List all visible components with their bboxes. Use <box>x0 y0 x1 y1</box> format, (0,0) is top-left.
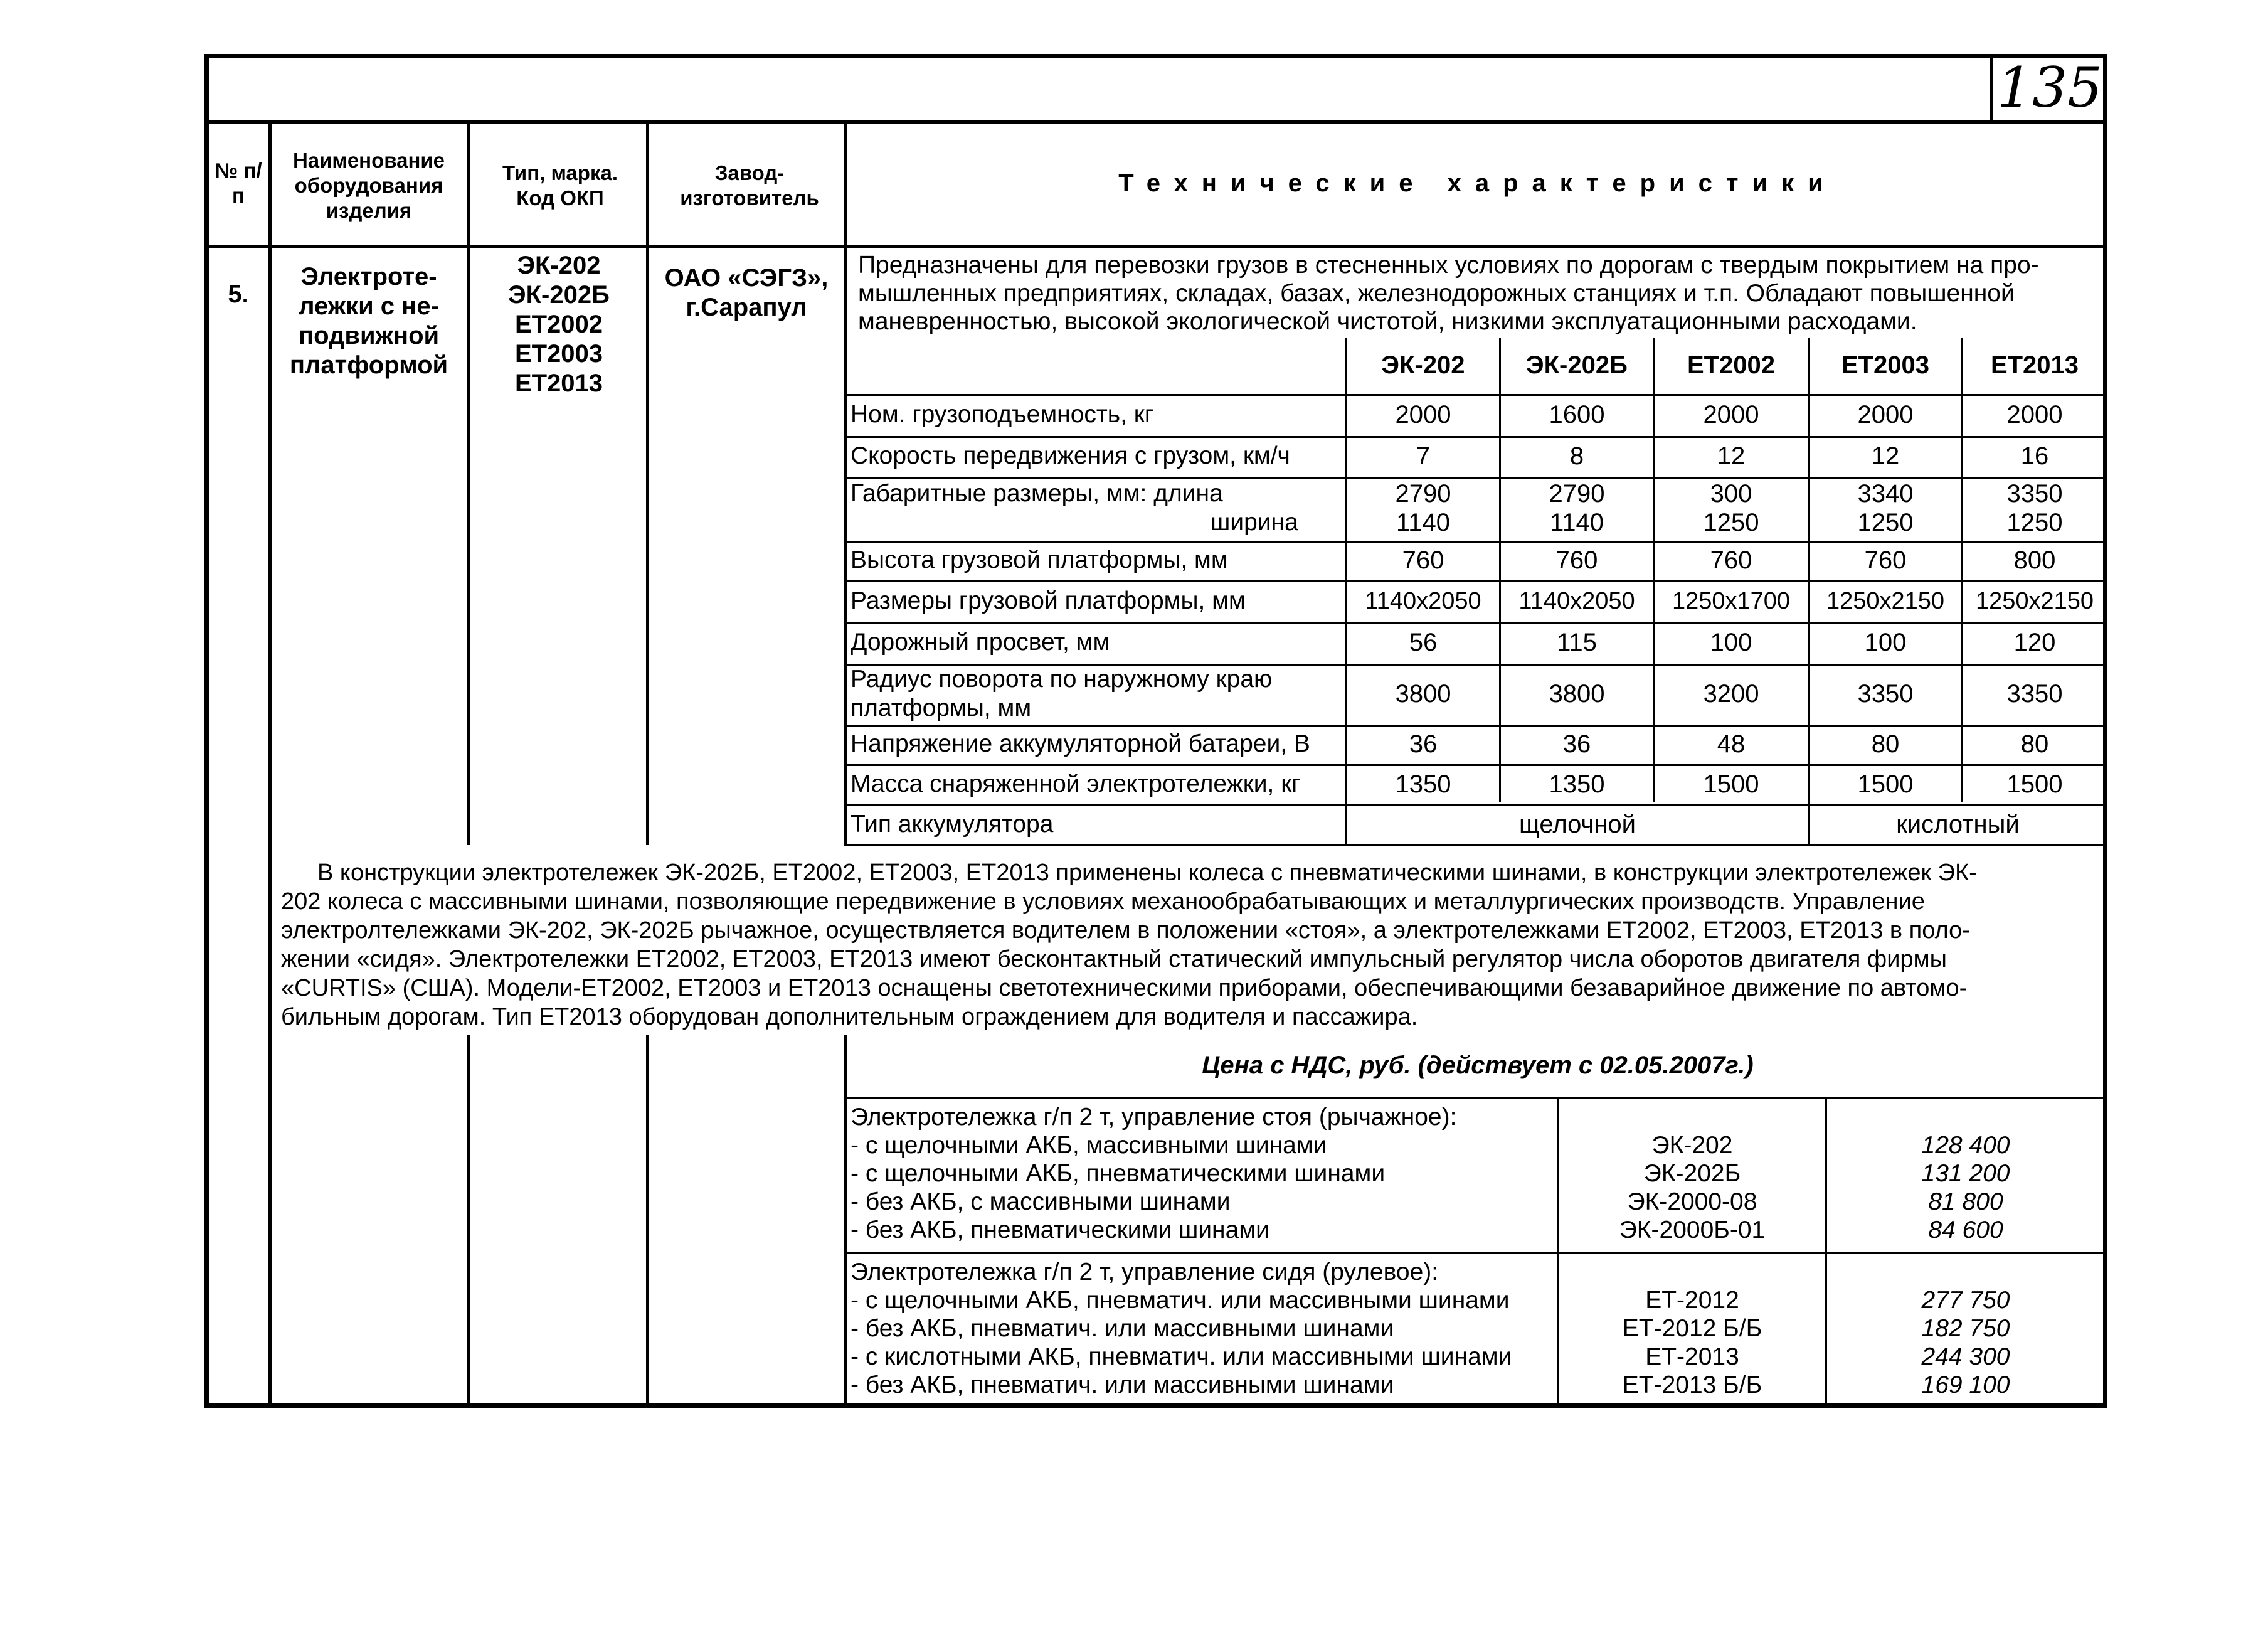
price-item-desc: - с щелочными АКБ, массивными шинами <box>850 1132 1327 1159</box>
spec-value: 12 <box>1871 442 1900 470</box>
price-item-value: 128 400 <box>1921 1132 2010 1159</box>
spec-value: 300 <box>1710 480 1752 508</box>
spec-row-label: Размеры грузовой платформы, мм <box>850 587 1246 614</box>
price-group-title: Электротележка г/п 2 т, управление стоя (рычажное): <box>850 1104 1457 1131</box>
price-item-model: ЕТ-2012 Б/Б <box>1622 1315 1762 1342</box>
header-col-tech: Технические характеристики <box>1118 169 1837 197</box>
price-group-seated <box>850 1258 1553 1399</box>
spec-value: 2790 <box>1395 480 1451 508</box>
spec-value: 3350 <box>1857 680 1914 708</box>
col-line-4 <box>844 120 847 845</box>
spec-value: 100 <box>1864 629 1907 656</box>
item-number: 5. <box>228 280 249 308</box>
spec-row-label: Напряжение аккумуляторной батареи, В <box>850 730 1310 757</box>
spec-value: 2790 <box>1549 480 1605 508</box>
spec-value: 2000 <box>1395 401 1451 429</box>
notes-line: 202 колеса с массивными шинами, позволяющие передвижение в условиях механообрабатывающих и металлургических производств. Управление <box>281 888 1925 915</box>
spec-value: 3800 <box>1395 680 1451 708</box>
notes-line: электролтележками ЭК-202, ЭК-202Б рычажное, осуществляется водителем в положении «стоя», а электротележками ЕТ2002, ЕТ2003, ЕТ2013 в поло- <box>281 917 1970 944</box>
price-group-seated-prices <box>1828 1286 2104 1399</box>
price-item-value: 182 750 <box>1921 1315 2010 1342</box>
spec-value: 12 <box>1717 442 1746 470</box>
spec-value: 1140 <box>1549 509 1604 536</box>
col-line-2 <box>467 120 470 845</box>
header-col-number: № п/п <box>215 159 262 207</box>
spec-row-line-9 <box>844 804 2106 806</box>
spec-model-header: ЭК-202 <box>1381 351 1465 379</box>
spec-value: 760 <box>1864 546 1907 574</box>
item-type: ЕТ2002 <box>514 311 603 338</box>
price-item-desc: - без АКБ, пневматическими шинами <box>850 1216 1269 1243</box>
price-item-value: 131 200 <box>1921 1160 2010 1187</box>
notes-line: В конструкции электротележек ЭК-202Б, ЕТ2002, ЕТ2003, ЕТ2013 применены колеса с пневматическими шинами, в конструкции электротележек ЭК- <box>317 860 1977 886</box>
item-name <box>276 262 462 380</box>
price-group-title: Электротележка г/п 2 т, управление сидя (рулевое): <box>850 1259 1439 1286</box>
spec-value: 36 <box>1562 730 1591 758</box>
item-type: ЕТ2013 <box>514 370 603 397</box>
spec-value: 36 <box>1409 730 1438 758</box>
price-item-model: ЕТ-2012 <box>1645 1287 1739 1314</box>
description-line: маневренностью, высокой экологической чистотой, низкими эксплуатационными расходами. <box>858 308 1917 335</box>
header-col-type: Тип, марка. Код ОКП <box>502 161 618 210</box>
notes-line: жении «сидя». Электротележки ЕТ2002, ЕТ2003, ЕТ2013 имеют бесконтактный статический импульсный регулятор числа оборотов двигателя фирмы <box>281 946 1947 972</box>
price-item-desc: - без АКБ, пневматич. или массивными шинами <box>850 1371 1394 1398</box>
spec-value: 3200 <box>1703 680 1759 708</box>
spec-value: 100 <box>1710 629 1752 656</box>
spec-value: 3800 <box>1549 680 1605 708</box>
price-item-model: ЕТ-2013 <box>1645 1343 1739 1370</box>
price-group-stand-models <box>1559 1131 1825 1244</box>
price-item-model: ЭК-2000-08 <box>1627 1188 1757 1215</box>
notes-line: «CURTIS» (США). Модели-ЕТ2002, ЕТ2003 и ЕТ2013 оснащены светотехническими приборами, обеспечивающими безаварийное движение по автомо- <box>281 975 1968 1001</box>
spec-value: 80 <box>1871 730 1900 758</box>
spec-value: 2000 <box>1703 401 1759 429</box>
item-name-line: Электроте- <box>300 263 437 290</box>
header-bottom-line <box>204 245 2107 248</box>
col-line-2b <box>467 1035 470 1408</box>
notes <box>281 858 2100 1031</box>
spec-value: 56 <box>1409 629 1438 656</box>
col-line-1 <box>268 120 272 1408</box>
spec-value: 1140 <box>1396 509 1450 536</box>
spec-model-header: ЕТ2003 <box>1841 351 1930 379</box>
price-item-model: ЭК-202 <box>1651 1132 1733 1159</box>
spec-value: 1350 <box>1395 770 1451 798</box>
price-item-value: 277 750 <box>1921 1287 2010 1314</box>
price-item-model: ЭК-202Б <box>1643 1160 1741 1187</box>
price-group-stand-prices <box>1828 1131 2104 1244</box>
spec-value: 3350 <box>2006 480 2063 508</box>
spec-value: 16 <box>2020 442 2049 470</box>
price-item-value: 244 300 <box>1921 1343 2010 1370</box>
item-types <box>477 251 641 398</box>
spec-value: 1250x2150 <box>1975 588 2094 614</box>
price-group-seated-models <box>1559 1286 1825 1399</box>
spec-row-line-2 <box>844 477 2106 479</box>
price-item-value: 169 100 <box>1921 1371 2010 1398</box>
price-col-1 <box>1557 1097 1559 1408</box>
item-type: ЕТ2003 <box>514 340 603 368</box>
price-col-2 <box>1825 1097 1827 1408</box>
spec-battery-acid: кислотный <box>1896 811 2020 838</box>
spec-value: 1250x2150 <box>1826 588 1945 614</box>
spec-row-label: Ном. грузоподъемность, кг <box>850 401 1154 428</box>
spec-value: 80 <box>2020 730 2049 758</box>
header-col-maker: Завод-изготовитель <box>680 161 819 210</box>
spec-model-header: ЕТ2002 <box>1687 351 1776 379</box>
item-maker-line: г.Сарапул <box>686 294 807 321</box>
spec-value: 760 <box>1555 546 1598 574</box>
page-number: 135 <box>1997 55 2102 120</box>
spec-value: 3350 <box>2006 680 2063 708</box>
price-item-model: ЕТ-2013 Б/Б <box>1622 1371 1762 1398</box>
spec-row-label: Скорость передвижения с грузом, км/ч <box>850 442 1290 469</box>
spec-row-line-7 <box>844 725 2106 727</box>
spec-value: 1140x2050 <box>1518 588 1635 614</box>
spec-value: 115 <box>1557 629 1597 656</box>
notes-line: бильным дорогам. Тип ЕТ2013 оборудован дополнительным ограждением для водителя и пассажира. <box>281 1004 1418 1030</box>
spec-value: 120 <box>2013 629 2056 656</box>
spec-value: 1350 <box>1549 770 1605 798</box>
spec-row-label: Габаритные размеры, мм: длина <box>850 480 1223 507</box>
price-item-desc: - с щелочными АКБ, пневматич. или массивными шинами <box>850 1287 1510 1314</box>
item-maker-line: ОАО «СЭГЗ», <box>664 264 829 292</box>
spec-row-line-5 <box>844 622 2106 624</box>
spec-battery-label: Тип аккумулятора <box>850 811 1054 838</box>
spec-value: 800 <box>2013 546 2056 574</box>
spec-value: 2000 <box>1857 401 1914 429</box>
price-item-desc: - с щелочными АКБ, пневматическими шинами <box>850 1160 1386 1187</box>
header-col-name: Наименование оборудования изделия <box>292 149 445 222</box>
spec-value: 7 <box>1416 442 1431 470</box>
spec-row-label: Радиус поворота по наружному краю <box>850 666 1273 693</box>
header-top-line <box>204 120 2107 124</box>
item-type: ЭК-202Б <box>508 281 610 309</box>
spec-value: 1500 <box>1703 770 1759 798</box>
spec-value: 48 <box>1717 730 1746 758</box>
price-item-value: 84 600 <box>1928 1216 2003 1243</box>
spec-row-label: Высота грузовой платформы, мм <box>850 546 1228 573</box>
spec-row-label: Дорожный просвет, мм <box>850 629 1110 656</box>
price-group-stand <box>850 1103 1553 1244</box>
item-name-line: подвижной <box>298 322 440 349</box>
price-item-value: 81 800 <box>1928 1188 2003 1215</box>
description <box>858 251 2106 336</box>
col-line-3b <box>646 1035 649 1408</box>
description-line: мышленных предприятиях, складах, базах, железнодорожных станциях и т.п. Обладают повышенной <box>858 280 2015 307</box>
spec-row-line-4 <box>844 580 2106 582</box>
col-line-3 <box>646 120 649 845</box>
spec-row-label: Масса снаряженной электротележки, кг <box>850 770 1301 797</box>
price-title: Цена с НДС, руб. (действует с 02.05.2007г.) <box>1202 1051 1754 1079</box>
spec-value: 1250x1700 <box>1672 588 1791 614</box>
spec-row-label-secondary: ширина <box>1211 509 1298 536</box>
spec-row-line-3 <box>844 541 2106 543</box>
item-name-line: платформой <box>289 351 448 379</box>
spec-value: 1500 <box>2006 770 2063 798</box>
spec-value: 760 <box>1710 546 1752 574</box>
price-item-desc: - без АКБ, с массивными шинами <box>850 1188 1231 1215</box>
spec-value: 760 <box>1402 546 1444 574</box>
spec-value: 1250 <box>2006 509 2063 536</box>
spec-value: 2000 <box>2006 401 2063 429</box>
spec-value: 1500 <box>1857 770 1914 798</box>
spec-row-line-0 <box>844 394 2106 396</box>
spec-value: 1250 <box>1703 509 1759 536</box>
spec-row-line-10 <box>844 844 2106 846</box>
spec-model-header: ЭК-202Б <box>1526 351 1628 379</box>
spec-value: 8 <box>1569 442 1584 470</box>
price-item-desc: - без АКБ, пневматич. или массивными шинами <box>850 1315 1394 1342</box>
item-maker <box>652 264 840 322</box>
item-name-line: лежки с не- <box>299 292 439 320</box>
spec-value: 1600 <box>1549 401 1605 429</box>
spec-model-header: ЕТ2013 <box>1990 351 2079 379</box>
price-item-desc: - с кислотными АКБ, пневматич. или массивными шинами <box>850 1343 1512 1370</box>
spec-value: 1140x2050 <box>1365 588 1481 614</box>
description-line: Предназначены для перевозки грузов в стесненных условиях по дорогам с твердым покрытием на про- <box>858 252 2039 279</box>
spec-row-label-secondary: платформы, мм <box>850 695 1032 721</box>
spec-row-line-8 <box>844 764 2106 766</box>
spec-value: 1250 <box>1857 509 1914 536</box>
price-item-model: ЭК-2000Б-01 <box>1619 1216 1766 1243</box>
col-line-4b <box>844 1035 847 1408</box>
item-type: ЭК-202 <box>517 252 601 279</box>
spec-row-line-1 <box>844 436 2106 438</box>
spec-battery-alkaline: щелочной <box>1518 811 1636 838</box>
price-group-line <box>844 1252 2106 1254</box>
page-number-divider <box>1990 54 1993 122</box>
spec-value: 3340 <box>1857 480 1914 508</box>
price-title-line <box>844 1097 2106 1099</box>
